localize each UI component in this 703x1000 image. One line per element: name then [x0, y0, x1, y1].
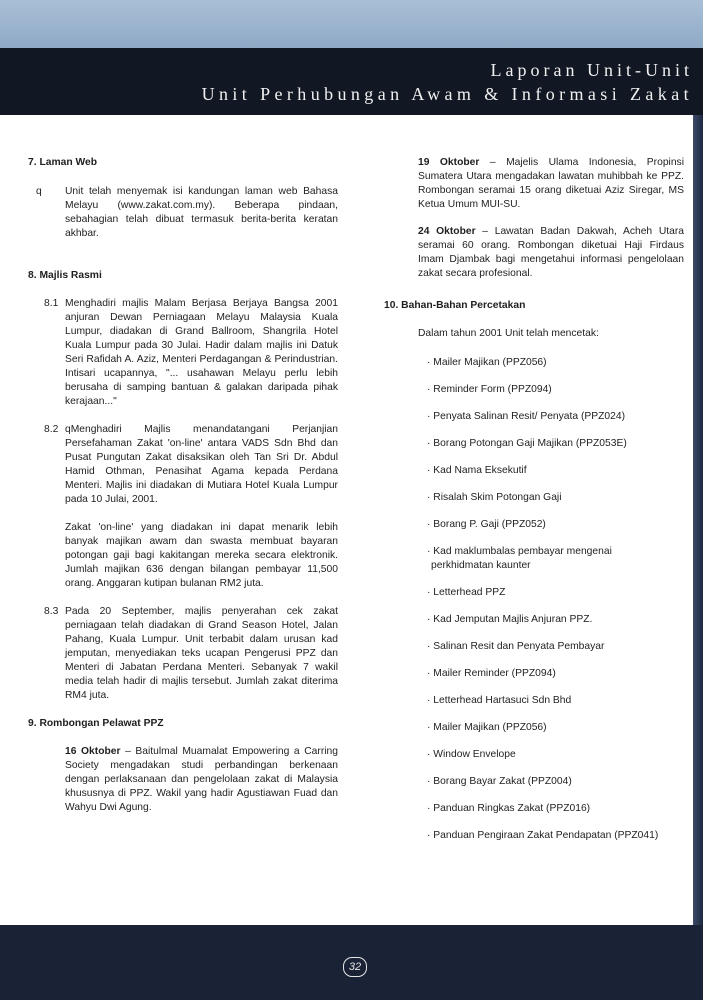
right-edge-bar [693, 115, 703, 925]
section-7-text: Unit telah menyemak isi kandungan laman web Bahasa Melayu (www.zakat.com.my). Beberapa pindaan, sebahagian telah dibuat termasuk berita-berita keratan akhbar. [65, 186, 338, 239]
section-8-heading: 8. Majlis Rasmi [28, 270, 102, 281]
list-item: · Borang Bayar Zakat (PPZ004) [427, 776, 572, 787]
list-item: · Penyata Salinan Resit/ Penyata (PPZ024) [427, 411, 626, 422]
section-7-heading: 7. Laman Web [28, 157, 98, 168]
section-8-item-1 [28, 297, 338, 409]
list-item: · Reminder Form (PPZ094) [427, 384, 552, 395]
list-item: · Risalah Skim Potongan Gaji [427, 492, 562, 503]
section-7-body [28, 185, 338, 241]
visit-text: – Majelis Ulama Indonesia, Propinsi Sumatera Utara mengadakan lawatan muhibbah ke PPZ. Rombongan seramai 15 orang diketuai Aziz Siregar, MS Ketua Umum MUI-SU. [418, 157, 684, 210]
item-number: 8.1 [44, 298, 59, 309]
section-8-item-2-continued [28, 521, 338, 591]
list-item: · Mailer Majikan (PPZ056) [427, 722, 547, 733]
list-item: · Kad Jemputan Majlis Anjuran PPZ. [427, 614, 593, 625]
section-10-intro: Dalam tahun 2001 Unit telah mencetak: [418, 328, 599, 339]
right-column [384, 156, 684, 856]
item-text: Menghadiri majlis Malam Berjasa Berjaya Bangsa 2001 anjuran Dewan Perniagaan Melayu Malaysia Kuala Lumpur, diadakan di Grand Ballroom, Shangrila Hotel Kuala Lumpur pada 30 Julai. Hadir dalam majlis ini Datuk Seri Rafidah A. Aziz, Menteri Perdagangan & Perindustrian. Intisari ucapannya, "... usahawan Melayu perlu lebih berusaha di samping bantuan & galakan daripada pihak kerajaan..." [65, 298, 338, 407]
list-item: · Panduan Pengiraan Zakat Pendapatan (PPZ041) [427, 830, 659, 841]
section-8-item-2 [28, 423, 338, 507]
item-number: 8.2 [44, 424, 59, 435]
bullet-marker: q [36, 186, 42, 197]
list-item: · Mailer Reminder (PPZ094) [427, 668, 556, 679]
list-item-continued: perkhidmatan kaunter [431, 560, 531, 571]
visitor-entry-1 [28, 745, 338, 815]
list-item: · Salinan Resit dan Penyata Pembayar [427, 641, 605, 652]
list-item: · Window Envelope [427, 749, 516, 760]
section-9-heading: 9. Rombongan Pelawat PPZ [28, 718, 164, 729]
section-8-item-3 [28, 605, 338, 703]
top-background [0, 0, 703, 48]
left-column [28, 156, 338, 815]
page-number: 32 [343, 957, 367, 977]
list-item [427, 545, 684, 586]
list-item: · Mailer Majikan (PPZ056) [427, 357, 547, 368]
visit-date: 19 Oktober [418, 157, 480, 168]
list-item: · Letterhead PPZ [427, 587, 506, 598]
visitor-entry-2 [384, 156, 684, 212]
header-banner [0, 48, 703, 115]
header-title-line1: Laporan Unit-Unit [490, 60, 693, 80]
visit-text: – Lawatan Badan Dakwah, Acheh Utara seramai 60 orang. Rombongan diketuai Haji Firdaus Imam Djambak bagi mengetahui informasi pengelolaan zakat secara profesional. [418, 226, 685, 279]
list-item: · Letterhead Hartasuci Sdn Bhd [427, 695, 572, 706]
list-item: · Kad Nama Eksekutif [427, 465, 527, 476]
item-text: qMenghadiri Majlis menandatangani Perjanjian Persefahaman Zakat 'on-line' antara VADS Sdn Bhd dan Pusat Pungutan Zakat disaksikan oleh Tan Sri Dr. Abdul Hamid Othman, Penasihat Agama kepada Perdana Menteri. Majlis ini diadakan di Mutiara Hotel Kuala Lumpur pada 10 Julai, 2001. [65, 424, 338, 505]
section-10-heading: 10. Bahan-Bahan Percetakan [384, 300, 526, 311]
print-materials-list [384, 356, 684, 856]
item-text: Zakat 'on-line' yang diadakan ini dapat menarik lebih banyak majikan awam dan swasta membuat bayaran potongan gaji bagi kakitangan mereka secara elektronik. Jumlah majikan 636 dengan bilangan pembayar 11,500 orang. Anggaran kutipan bulanan RM2 juta. [65, 522, 338, 589]
visit-date: 24 Oktober [418, 226, 476, 237]
item-number: 8.3 [44, 606, 59, 617]
list-item: · Borang Potongan Gaji Majikan (PPZ053E) [427, 438, 627, 449]
visitor-entry-3 [384, 225, 684, 281]
list-item: · Borang P. Gaji (PPZ052) [427, 519, 546, 530]
list-item: · Panduan Ringkas Zakat (PPZ016) [427, 803, 591, 814]
header-title-line2: Unit Perhubungan Awam & Informasi Zakat [201, 84, 693, 104]
visit-text: – Baitulmal Muamalat Empowering a Carring Society mengadakan studi perbandingan berkenaan dengan perlaksanaan dan pengelolaan zakat di Malaysia khususnya di PPZ. Wakil yang hadir Agustiawan Fuad dan Wahyu Dwi Agung. [65, 746, 338, 813]
visit-date: 16 Oktober [65, 746, 121, 757]
list-item-text: · Kad maklumbalas pembayar mengenai [427, 546, 612, 557]
item-text: Pada 20 September, majlis penyerahan cek zakat perniagaan telah diadakan di Grand Season Hotel, Jalan Pahang, Kuala Lumpur. Unit terbabit dalam urusan kad jemputan, menyediakan teks ucapan Pengerusi PPZ dan Menteri di Jabatan Perdana Menteri. Sebanyak 7 wakil media telah hadir di majlis tersebut. Jumlah zakat diterima RM4 juta. [65, 606, 338, 701]
